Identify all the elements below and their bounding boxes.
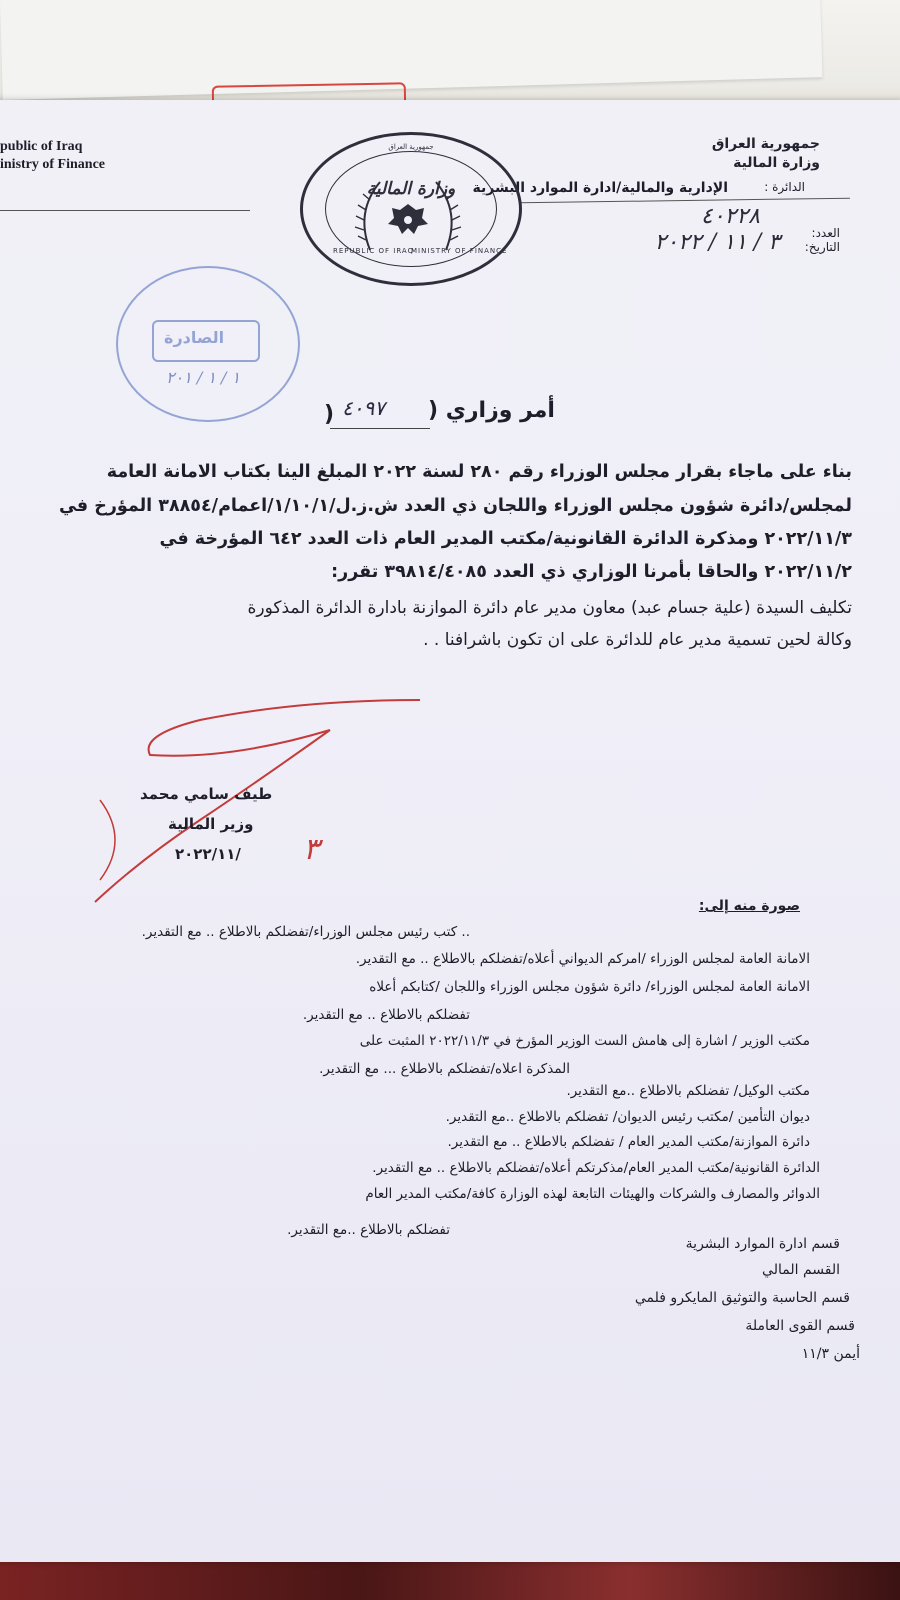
cc-line-9: دائرة الموازنة/مكتب المدير العام / تفضلكم بالاطلاع .. مع التقدير. (447, 1134, 810, 1150)
body-line-6: وكالة لحين تسمية مدير عام للدائرة على ان تكون باشرافنا . . (423, 630, 852, 650)
header-en-country: public of Iraq (0, 139, 83, 154)
body-line-2: لمجلس/دائرة شؤون مجلس الوزراء واللجان ذي العدد ش.ز.ل/١/١٠/١/اعمام/٣٨٨٥٤ المؤرخ في (58, 496, 852, 516)
cc-line-6: المذكرة اعلاه/تفضلكم بالاطلاع ... مع التقدير. (319, 1061, 570, 1077)
cc-line-5: مكتب الوزير / اشارة إلى هامش الست الوزير المؤرخ في ٢٠٢٢/١١/٣ المثبت على (359, 1033, 810, 1049)
header-en-ministry: inistry of Finance (0, 157, 105, 172)
order-number: ٤٠٩٧ (342, 396, 385, 420)
seal-top-text: جمهورية العراق (388, 143, 434, 151)
number-label: العدد: (811, 226, 840, 240)
cc-line-4: تفضلكم بالاطلاع .. مع التقدير. (302, 1007, 470, 1023)
stamp-text: الصادرة (164, 328, 225, 347)
header-ar-country: جمهورية العراق (711, 136, 820, 152)
signature-date: ٢٠٢٢/١١/ (175, 845, 241, 863)
seal-right-text: MINISTRY OF FINANCE (411, 247, 508, 255)
body-line-1: بناء على ماجاء بقرار مجلس الوزراء رقم ٢٨٠ لسنة ٢٠٢٢ المبلغ الينا بكتاب الامانة العامة (106, 462, 852, 482)
seal-center-text: وزارة المالية (366, 179, 456, 199)
cc-line-2: الامانة العامة لمجلس الوزراء /امركم الديواني أعلاه/تفضلكم بالاطلاع .. مع التقدير. (355, 951, 810, 967)
cc-line-3: الامانة العامة لمجلس الوزراء/ دائرة شؤون مجلس الوزراء واللجان /كتابكم أعلاه (369, 979, 810, 995)
cc-line-7: مكتب الوكيل/ تفضلكم بالاطلاع ..مع التقدير. (566, 1083, 810, 1099)
body-line-3: ٢٠٢٢/١١/٣ ومذكرة الدائرة القانونية/مكتب المدير العام ذات العدد ٦٤٢ المؤرخة في (159, 529, 852, 549)
order-title: أمر وزاري ( (428, 398, 555, 423)
cc-line-12: تفضلكم بالاطلاع ..مع التقدير. (287, 1222, 450, 1238)
dept-hr: قسم ادارة الموارد البشرية (685, 1236, 840, 1252)
date-value: ٣ / ١١ / ٢٠٢٢ (654, 230, 780, 255)
dept-value: الإدارية والمالية/ادارة الموارد البشرية (472, 180, 728, 196)
cc-line-8: ديوان التأمين /مكتب رئيس الديوان/ تفضلكم بالاطلاع ..مع التقدير. (445, 1109, 810, 1125)
cc-line-1: .. كتب رئيس مجلس الوزراء/تفضلكم بالاطلاع .. مع التقدير. (141, 924, 470, 940)
header-ar-ministry: وزارة المالية (733, 155, 820, 171)
cc-line-10: الدائرة القانونية/مكتب المدير العام/مذكرتكم أعلاه/تفضلكم بالاطلاع .. مع التقدير. (372, 1160, 820, 1176)
seal-left-text: REPUBLIC OF IRAQ (333, 247, 415, 255)
order-title-paren-close: ) (324, 402, 335, 427)
cc-line-11: الدوائر والمصارف والشركات والهيئات التابعة لهذه الوزارة كافة/مكتب المدير العام (365, 1186, 820, 1202)
dept-finance: القسم المالي (762, 1262, 840, 1278)
dept-workforce: قسم القوى العاملة (745, 1318, 855, 1334)
typist-initials: أيمن ١١/٣ (801, 1346, 860, 1362)
dept-computing-microfilm: قسم الحاسبة والتوثيق المايكرو فلمي (634, 1290, 850, 1306)
body-line-4: ٢٠٢٢/١١/٢ والحاقا بأمرنا الوزاري ذي العدد ٣٩٨١٤/٤٠٨٥ تقرر: (331, 562, 852, 582)
stamp-date: ١ / ١ / ٢٠١ (166, 368, 241, 387)
date-label: التاريخ: (804, 240, 840, 254)
signatory-title: وزير المالية (168, 815, 254, 833)
body-line-5: تكليف السيدة (علية جسام عبد) معاون مدير عام دائرة الموازنة بادارة الدائرة المذكورة (247, 598, 852, 618)
dept-label: الدائرة : (764, 180, 805, 194)
number-value: ٤٠٢٢٨ (700, 204, 760, 229)
signature-mark: ٣ (303, 832, 320, 867)
cc-title: صورة منه إلى: (698, 898, 800, 914)
signatory-name: طيف سامي محمد (140, 785, 273, 803)
